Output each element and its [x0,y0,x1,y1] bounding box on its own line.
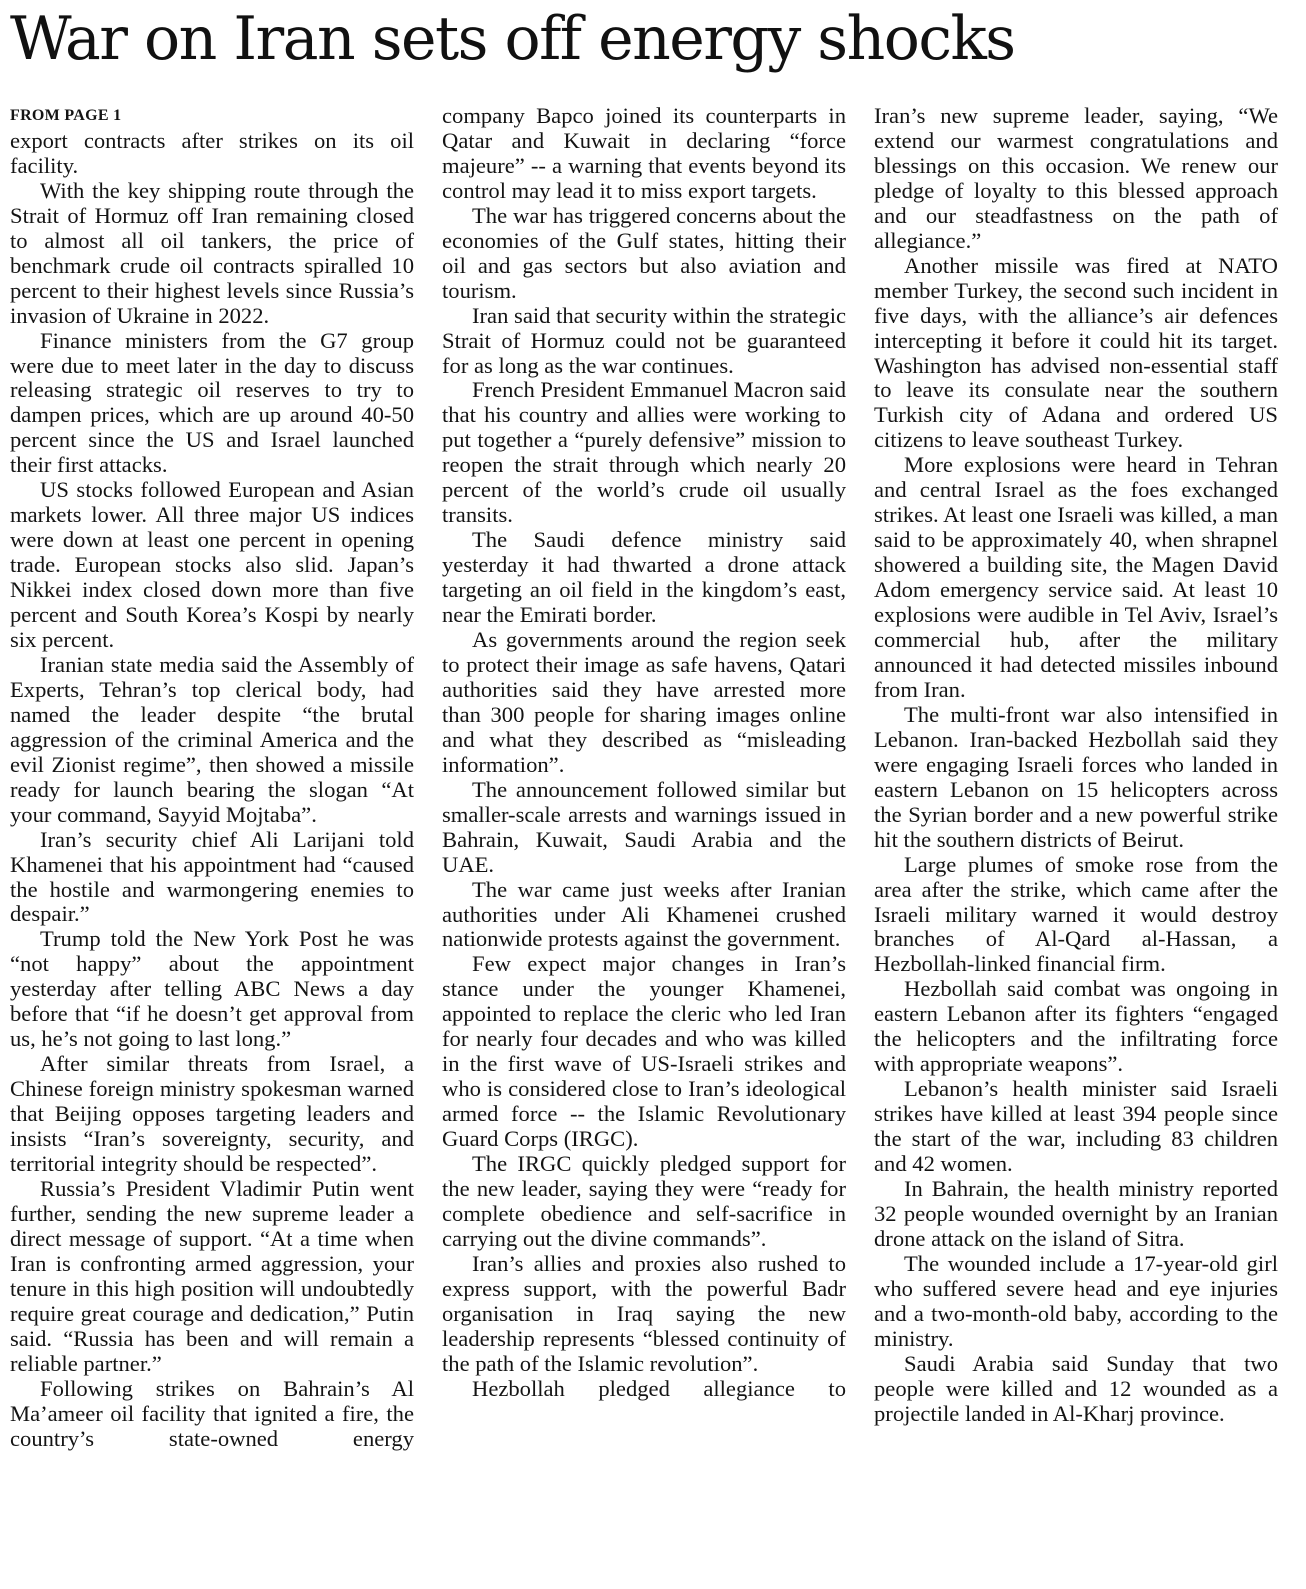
paragraph: Russia’s President Vladimir Putin went further, sending the new supreme leader a direct message of support. “At a time when Iran is confronting armed aggression, your tenure in this high position will undoubtedly require great courage and dedication,” Putin said. “Russia has been and will remain a reliable partner.” [10,1175,414,1376]
paragraph: The war came just weeks after Iranian authorities under Ali Khamenei crushed nationwide protests against the government. [442,876,846,952]
kicker-from-page-1: FROM PAGE 1 [10,107,122,124]
paragraph: Large plumes of smoke rose from the area after the strike, which came after the Israeli military warned it would destroy branches of Al-Qard al-Hassan, a Hezbollah-linked financial firm. [874,851,1278,977]
paragraph: export contracts after strikes on its oil facility. [10,127,414,178]
paragraph: Hezbollah said combat was ongoing in eastern Lebanon after its fighters “engaged the helicopters and the infiltrating force with appropriate weapons”. [874,976,1278,1077]
paragraph: Few expect major changes in Iran’s stance under the younger Khamenei, appointed to replace the cleric who led Iran for nearly four decades and who was killed in the first wave of US-Israeli strikes and who is considered close to Iran’s ideological armed force -- the Islamic Revolutionary Guard Corps (IRGC). [442,951,846,1152]
article-column-1 [10,104,414,1451]
article-column-2 [442,104,846,1402]
paragraph: Iran’s allies and proxies also rushed to express support, with the powerful Badr organisation in Iraq saying the new leadership represents “blessed continuity of the path of the Islamic revolution”. [442,1250,846,1376]
paragraph: Saudi Arabia said Sunday that two people were killed and 12 wounded as a projectile landed in Al-Kharj province. [874,1350,1278,1426]
paragraph: The war has triggered concerns about the economies of the Gulf states, hitting their oil and gas sectors but also aviation and tourism. [442,202,846,303]
paragraph: Iran’s security chief Ali Larijani told Khamenei that his appointment had “caused the hostile and warmongering enemies to despair.” [10,826,414,927]
paragraph: After similar threats from Israel, a Chinese foreign ministry spokesman warned that Beijing opposes targeting leaders and insists “Iran’s sovereignty, security, and territorial integrity should be respected”. [10,1051,414,1177]
paragraph: Iran said that security within the strategic Strait of Hormuz could not be guaranteed for as long as the war continues. [442,302,846,378]
headline: War on Iran sets off energy shocks [10,4,1015,74]
paragraph: Hezbollah pledged allegiance to [472,1375,846,1401]
paragraph: With the key shipping route through the Strait of Hormuz off Iran remaining closed to almost all oil tankers, the price of benchmark crude oil contracts spiralled 10 percent to their highest levels since Russia’s invasion of Ukraine in 2022. [10,177,414,328]
paragraph: The IRGC quickly pledged support for the new leader, saying they were “ready for complete obedience and self-sacrifice in carrying out the divine commands”. [442,1151,846,1251]
paragraph: French President Emmanuel Macron said that his country and allies were working to put together a “purely defensive” mission to reopen the strait through which nearly 20 percent of the world’s crude oil usually transits. [442,377,846,528]
paragraph: company Bapco joined its counterparts in Qatar and Kuwait in declaring “force majeure” -- a warning that events beyond its control may lead it to miss export targets. [442,103,846,203]
paragraph: US stocks followed European and Asian markets lower. All three major US indices were down at least one percent in opening trade. European stocks also slid. Japan’s Nikkei index closed down more than five percent and South Korea’s Kospi by nearly six percent. [10,477,414,652]
paragraph: Iranian state media said the Assembly of Experts, Tehran’s top clerical body, had named the leader despite “the brutal aggression of the criminal America and the evil Zionist regime”, then showed a missile ready for launch bearing the slogan “At your command, Sayyid Mojtaba”. [10,651,414,827]
paragraph: The Saudi defence ministry said yesterday it had thwarted a drone attack targeting an oil field in the kingdom’s east, near the Emirati border. [442,527,846,628]
paragraph: The multi-front war also intensified in Lebanon. Iran-backed Hezbollah said they were engaging Israeli forces who landed in eastern Lebanon on 15 helicopters across the Syrian border and a new powerful strike hit the southern districts of Beirut. [874,701,1278,852]
paragraph: In Bahrain, the health ministry reported 32 people wounded overnight by an Iranian drone attack on the island of Sitra. [874,1175,1278,1251]
paragraph: Lebanon’s health minister said Israeli strikes have killed at least 394 people since the start of the war, including 83 children and 42 women. [874,1076,1278,1177]
paragraph: Following strikes on Bahrain’s Al Ma’ameer oil facility that ignited a fire, the country’s state-owned energy [10,1375,414,1451]
paragraph: Finance ministers from the G7 group were due to meet later in the day to discuss releasing strategic oil reserves to try to dampen prices, which are up around 40-50 percent since the US and Israel launched their first attacks. [10,327,414,478]
article-column-3 [874,104,1278,1427]
paragraph: Another missile was fired at NATO member Turkey, the second such incident in five days, with the alliance’s air defences intercepting it before it could hit its target. Washington has advised non-essential staff to leave its consulate near the southern Turkish city of Adana and ordered US citizens to leave southeast Turkey. [874,252,1278,453]
paragraph: Trump told the New York Post he was “not happy” about the appointment yesterday after telling ABC News a day before that “if he doesn’t get approval from us, he’s not going to last long.” [10,926,414,1052]
paragraph: Iran’s new supreme leader, saying, “We extend our warmest congratulations and blessings on this occasion. We renew our pledge of loyalty to this blessed approach and our steadfastness on the path of allegiance.” [874,103,1278,253]
paragraph: The announcement followed similar but smaller-scale arrests and warnings issued in Bahrain, Kuwait, Saudi Arabia and the UAE. [442,776,846,877]
paragraph: The wounded include a 17-year-old girl who suffered severe head and eye injuries and a two-month-old baby, according to the ministry. [874,1250,1278,1351]
paragraph: As governments around the region seek to protect their image as safe havens, Qatari authorities said they have arrested more than 300 people for sharing images online and what they described as “misleading information”. [442,627,846,777]
paragraph: More explosions were heard in Tehran and central Israel as the foes exchanged strikes. At least one Israeli was killed, a man said to be approximately 40, when shrapnel showered a building site, the Magen David Adom emergency service said. At least 10 explosions were audible in Tel Aviv, Israel’s commercial hub, after the military announced it had detected missiles inbound from Iran. [874,452,1278,702]
